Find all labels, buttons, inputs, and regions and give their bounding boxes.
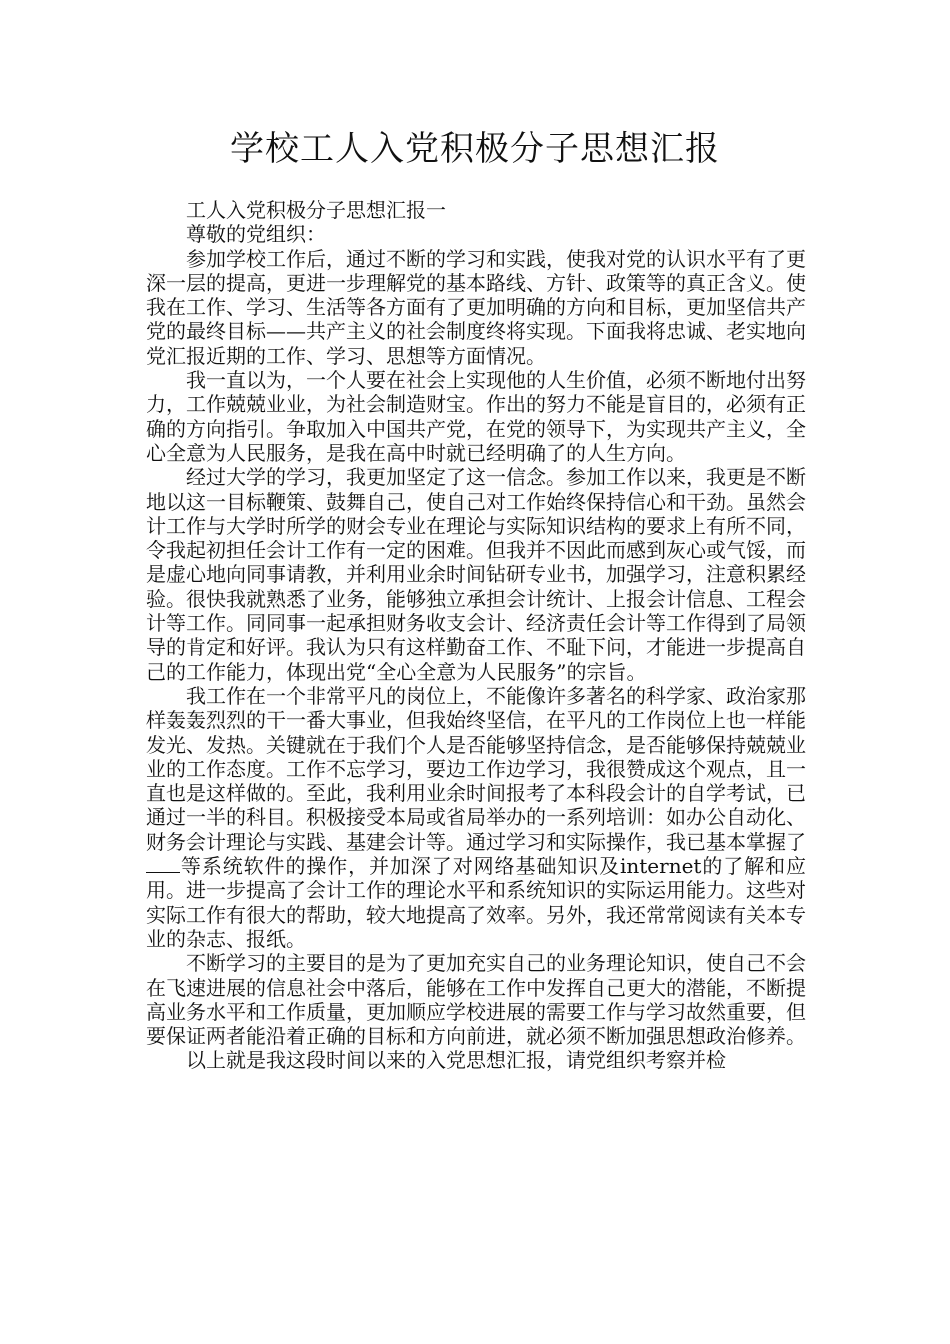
salutation: 尊敬的党组织： bbox=[186, 222, 326, 247]
paragraph-6: 以上就是我这段时间以来的入党思想汇报，请党组织考察并检 bbox=[186, 1048, 726, 1073]
document-body bbox=[146, 198, 806, 1073]
paragraph-3: 经过大学的学习，我更加坚定了这一信念。参加工作以来，我更是不断地以这一目标鞭策、鼓舞自己，使自己对工作始终保持信心和干劲。虽然会计工作与大学时所学的财会专业在理论与实际知识结构的要求上有所不同，令我起初担任会计工作有一定的困难。但我并不因此而感到灰心或气馁，而是虚心地向同事请教，并利用业余时间钻研专业书，加强学习，注意积累经验。很快我就熟悉了业务，能够独立承担会计统计、上报会计信息、工程会计等工作。同同事一起承担财务收支会计、经济责任会计等工作得到了局领导的肯定和好评。我认为只有这样勤奋工作、不耻下问，才能进一步提高自己的工作能力，体现出党“全心全意为人民服务”的宗旨。 bbox=[146, 465, 806, 684]
paragraph-4-part-1: 我工作在一个非常平凡的岗位上，不能像许多著名的科学家、政治家那样轰轰烈烈的干一番大事业，但我始终坚信，在平凡的工作岗位上也一样能发光、发热。关键就在于我们个人是否能够坚持信念，是否能够保持兢兢业业的工作态度。工作不忘学习，要边工作边学习，我很赞成这个观点，且一直也是这样做的。至此，我利用业余时间报考了本科段会计的自学考试，已通过一半的科目。积极接受本局或省局举办的一系列培训：如办公自动化、财务会计理论与实践、基建会计等。通过学习和实际操作，我已基本掌握了 bbox=[146, 683, 806, 854]
paragraph-4-part-2: 等系统软件的操作，并加深了对网络基础知识及internet的了解和应用。进一步提高了会计工作的理论水平和系统知识的实际运用能力。这些对实际工作有很大的帮助，较大地提高了效率。另外，我还常常阅读有关本专业的杂志、报纸。 bbox=[146, 854, 806, 951]
fill-in-blank bbox=[146, 856, 180, 873]
document-title: 学校工人入党积极分子思想汇报 bbox=[230, 129, 720, 169]
paragraph-2: 我一直以为，一个人要在社会上实现他的人生价值，必须不断地付出努力，工作兢兢业业，为社会制造财宝。作出的努力不能是盲目的，必须有正确的方向指引。争取加入中国共产党，在党的领导下，为实现共产主义，全心全意为人民服务，是我在高中时就已经明确了的人生方向。 bbox=[146, 368, 806, 465]
paragraph-5: 不断学习的主要目的是为了更加充实自己的业务理论知识，使自己不会在飞速进展的信息社会中落后，能够在工作中发挥自己更大的潜能，不断提高业务水平和工作质量，更加顺应学校进展的需要工作与学习故然重要，但要保证两者能沿着正确的目标和方向前进，就必须不断加强思想政治修养。 bbox=[146, 951, 806, 1049]
report-subtitle: 工人入党积极分子思想汇报一 bbox=[186, 198, 446, 222]
paragraph-1: 参加学校工作后，通过不断的学习和实践，使我对党的认识水平有了更深一层的提高，更进一步理解党的基本路线、方针、政策等的真正含义。使我在工作、学习、生活等各方面有了更加明确的方向和目标，更加坚信共产党的最终目标——共产主义的社会制度终将实现。下面我将忠诚、老实地向党汇报近期的工作、学习、思想等方面情况。 bbox=[146, 246, 806, 368]
paragraph-4 bbox=[146, 684, 806, 951]
